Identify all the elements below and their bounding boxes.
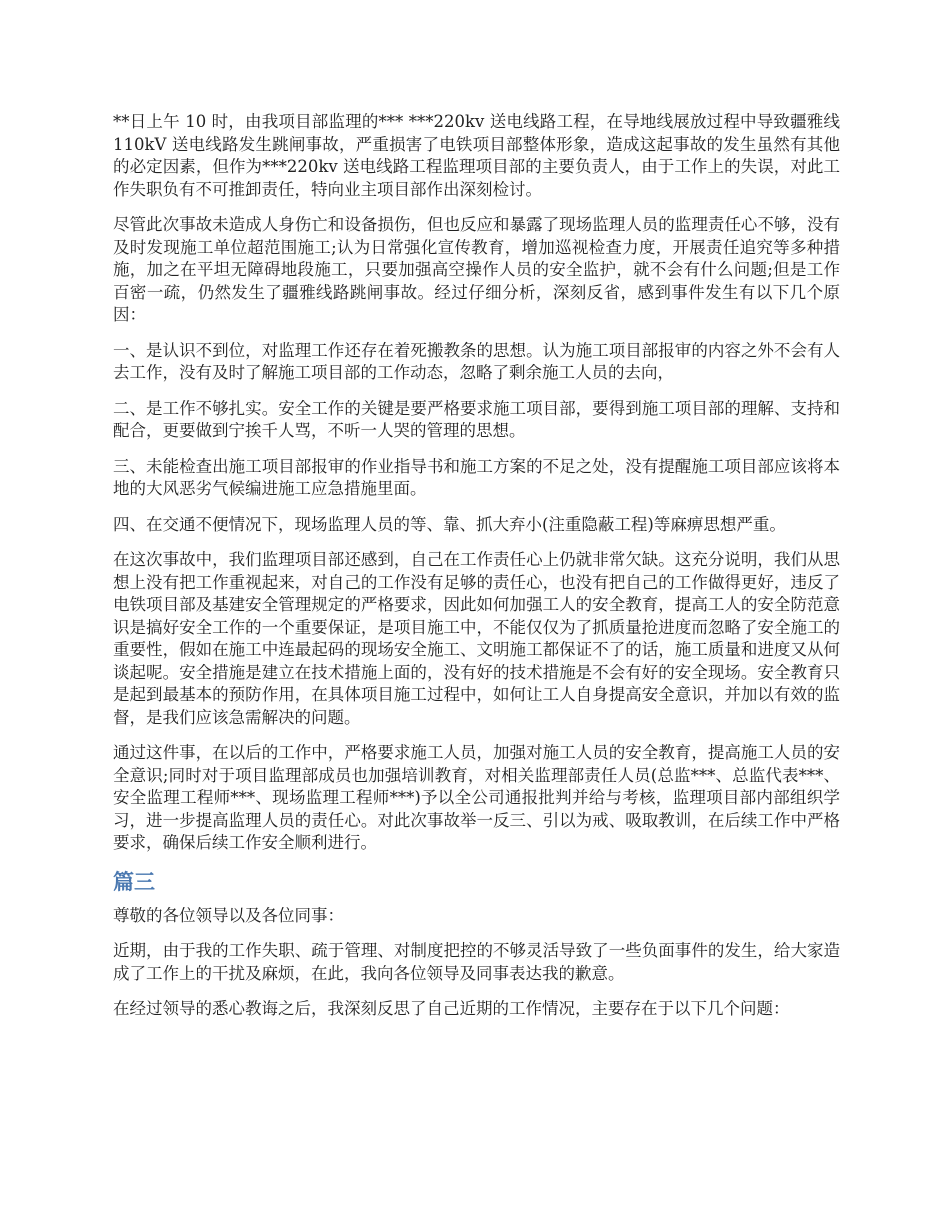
paragraph-reason-1: 一、是认识不到位，对监理工作还存在着死搬教条的思想。认为施工项目部报审的内容之外不会有人去工作，没有及时了解施工项目部的工作动态，忽略了剩余施工人员的去向， <box>113 340 840 382</box>
paragraph-reason-3: 三、未能检查出施工项目部报审的作业指导书和施工方案的不足之处，没有提醒施工项目部应该将本地的大风恶劣气候编进施工应急措施里面。 <box>113 456 840 498</box>
paragraph-reason-2: 二、是工作不够扎实。安全工作的关键是要严格要求施工项目部，要得到施工项目部的理解、支持和配合，更要做到宁挨千人骂，不听一人哭的管理的思想。 <box>113 398 840 440</box>
paragraph-problems-intro: 在经过领导的悉心教诲之后，我深刻反思了自己近期的工作情况，主要存在于以下几个问题： <box>113 999 790 1018</box>
paragraph-reflection: 在这次事故中，我们监理项目部还感到，自己在工作责任心上仍就非常欠缺。这充分说明，我们从思想上没有把工作重视起来，对自己的工作没有足够的责任心，也没有把自己的工作做得更好，违反了电铁项目部及基建安全管理规定的严格要求，因此如何加强工人的安全教育，提高工人的安全防范意识是搞好安全工作的一个重要保证，是项目施工中，不能仅仅为了抓质量抢进度而忽略了安全施工的重要性，假如在施工中连最起码的现场安全施工、文明施工都保证不了的话，施工质量和进度又从何谈起呢。安全措施是建立在技术措施上面的，没有好的技术措施是不会有好的安全现场。安全教育只是起到最基本的预防作用，在具体项目施工过程中，如何让工人自身提高安全意识，并加以有效的监督，是我们应该急需解决的问题。 <box>113 550 840 727</box>
paragraph-corrective-actions: 通过这件事，在以后的工作中，严格要求施工人员，加强对施工人员的安全教育，提高施工人员的安全意识;同时对于项目监理部成员也加强培训教育，对相关监理部责任人员(总监***、总监代表***、安全监理工程师***、现场监理工程师***)予以全公司通报批判并给与考核，监理项目部内部组织学习，进一步提高监理人员的责任心。对此次事故举一反三、引以为戒、吸取教训，在后续工作中严格要求，确保后续工作安全顺利进行。 <box>113 743 840 852</box>
paragraph-incident-summary: **日上午 10 时，由我项目部监理的*** ***220kv 送电线路工程，在导地线展放过程中导致疆雅线 110kV 送电线路发生跳闸事故，严重损害了电铁项目部整体形象，造成这起事故的发生虽然有其他的必定因素，但作为***220kv 送电线路工程监理项目部的主要负责人，由于工作上的失误，对此工作失职负有不可推卸责任，特向业主项目部作出深刻检讨。 <box>113 112 840 199</box>
document-page <box>113 111 840 1034</box>
paragraph-analysis-intro: 尽管此次事故未造成人身伤亡和设备损伤，但也反应和暴露了现场监理人员的监理责任心不够，没有及时发现施工单位超范围施工;认为日常强化宣传教育，增加巡视检查力度，开展责任追究等多种措施，加之在平坦无障碍地段施工，只要加强高空操作人员的安全监护，就不会有什么问题;但是工作百密一疏，仍然发生了疆雅线路跳闸事故。经过仔细分析，深刻反省，感到事件发生有以下几个原因： <box>113 215 840 324</box>
paragraph-salutation: 尊敬的各位领导以及各位同事： <box>113 905 344 925</box>
paragraph-reason-4: 四、在交通不便情况下，现场监理人员的等、靠、抓大弃小(注重隐蔽工程)等麻痹思想严重。 <box>113 514 786 534</box>
paragraph-apology: 近期，由于我的工作失职、疏于管理、对制度把控的不够灵活导致了一些负面事件的发生，给大家造成了工作上的干扰及麻烦，在此，我向各位领导及同事表达我的歉意。 <box>113 941 840 983</box>
section-heading: 篇三 <box>113 869 155 894</box>
